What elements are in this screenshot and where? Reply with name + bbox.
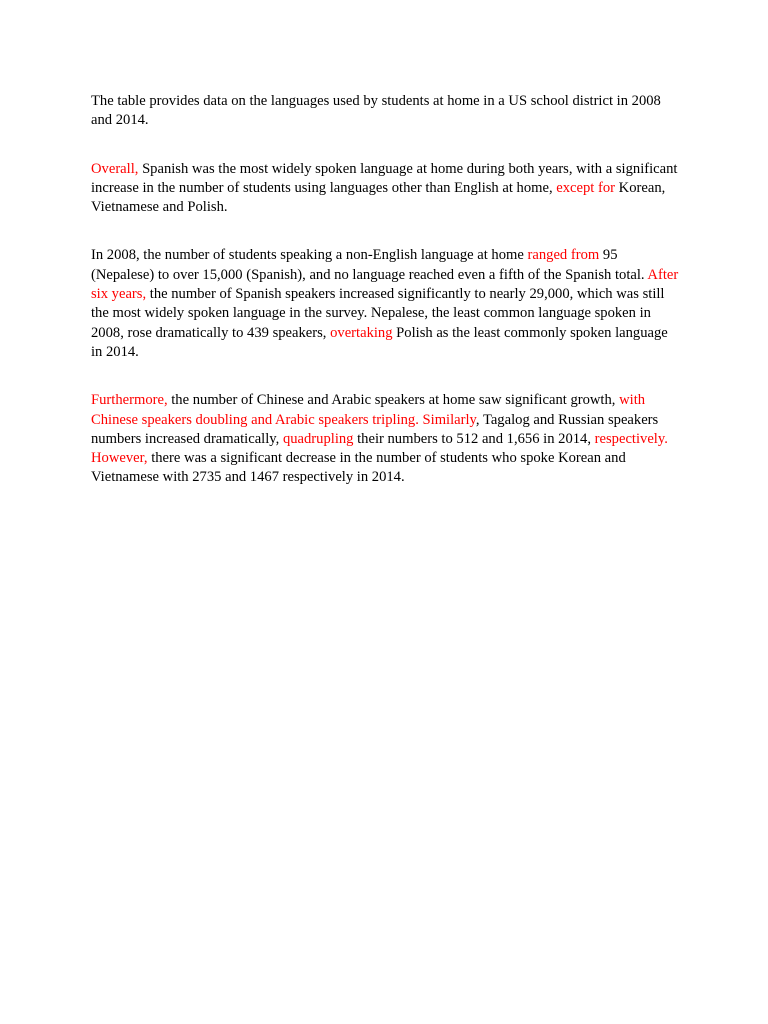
text-segment: , Tagalog and Russian speakers numbers increased dramatically, xyxy=(91,411,659,447)
text-segment: Korean, Vietnamese and Polish. xyxy=(91,179,666,216)
highlighted-phrase: quadrupling xyxy=(282,430,354,447)
highlighted-phrase: Furthermore, xyxy=(91,392,168,409)
highlighted-phrase: After six years, xyxy=(91,266,679,303)
paragraph-intro xyxy=(91,92,681,131)
text-segment: the number of Spanish speakers increased significantly to nearly 29,000, which was still the most widely spoken language in the survey. Nepalese, the least common language spoken in 2008, rose dramatically to 439 speakers, xyxy=(91,286,665,341)
text-segment: In 2008, the number of students speaking a non-English language at home xyxy=(91,247,528,264)
highlighted-phrase: Overall, xyxy=(91,160,139,177)
text-segment: their numbers to 512 and 1,656 in 2014, xyxy=(353,430,595,447)
text-segment: there was a significant decrease in the number of students who spoke Korean and Vietnamese with 2735 and 1467 respectively in 2014. xyxy=(91,450,626,486)
paragraph-overview xyxy=(91,160,681,218)
text-segment: The table provides data on the languages used by students at home in a US school district in 2008 and 2014. xyxy=(91,93,661,129)
paragraph-growth-details xyxy=(91,391,681,487)
text-segment: Spanish was the most widely spoken language at home during both years, with a significant increase in the number of students using languages other than English at home, xyxy=(91,160,678,196)
highlighted-phrase: except for xyxy=(556,179,616,196)
text-segment: Polish as the least commonly spoken language in 2014. xyxy=(91,324,668,360)
text-segment: the number of Chinese and Arabic speakers at home saw significant growth, xyxy=(167,392,620,409)
highlighted-phrase: respectively. However, xyxy=(91,430,668,467)
text-segment: 95 (Nepalese) to over 15,000 (Spanish), and no language reached even a fifth of the Spanish total. xyxy=(91,247,648,283)
highlighted-phrase: ranged from xyxy=(527,247,600,264)
highlighted-phrase: with Chinese speakers doubling and Arabic speakers tripling. Similarly xyxy=(91,392,646,428)
highlighted-phrase: overtaking xyxy=(330,324,393,341)
document-page xyxy=(91,92,681,517)
paragraph-2008-details xyxy=(91,246,681,362)
